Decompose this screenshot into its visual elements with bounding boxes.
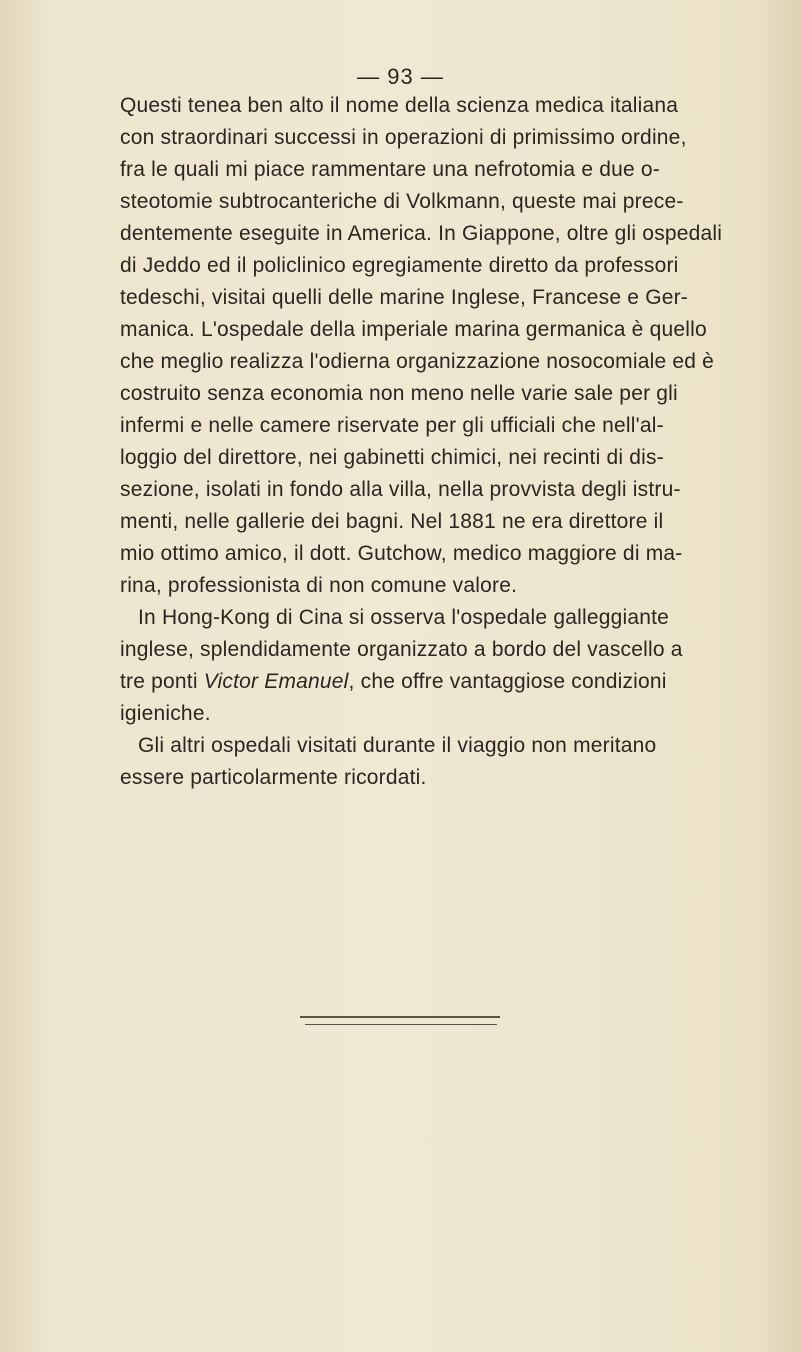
- text-line: essere particolarmente ricordati.: [120, 766, 427, 789]
- text-line: igieniche.: [120, 702, 211, 725]
- body-text: [120, 90, 780, 794]
- text-fragment: tre ponti: [120, 670, 204, 693]
- text-line: rina, professionista di non comune valore.: [120, 574, 518, 597]
- text-line: sezione, isolati in fondo alla villa, nella provvista degli istru-: [120, 478, 681, 501]
- text-line: mio ottimo amico, il dott. Gutchow, medico maggiore di ma-: [120, 542, 683, 565]
- text-line: menti, nelle gallerie dei bagni. Nel 1881 ne era direttore il: [120, 510, 664, 533]
- ship-name: Victor Emanuel: [203, 670, 349, 693]
- text-line: di Jeddo ed il policlinico egregiamente diretto da professori: [120, 254, 679, 277]
- text-line: con straordinari successi in operazioni di primissimo ordine,: [120, 126, 687, 149]
- text-line: che meglio realizza l'odierna organizzazione nosocomiale ed è: [120, 350, 715, 373]
- text-line: tedeschi, visitai quelli delle marine Inglese, Francese e Ger-: [120, 286, 688, 309]
- text-line: infermi e nelle camere riservate per gli ufficiali che nell'al-: [120, 414, 664, 437]
- text-line: In Hong-Kong di Cina si osserva l'ospedale galleggiante: [138, 606, 670, 629]
- text-line: manica. L'ospedale della imperiale marina germanica è quello: [120, 318, 707, 341]
- text-line: steotomie subtrocanteriche di Volkmann, queste mai prece-: [120, 190, 684, 213]
- text-fragment: , che offre vantaggiose condizioni: [348, 670, 667, 693]
- section-divider: [305, 1024, 497, 1025]
- text-line: loggio del direttore, nei gabinetti chimici, nei recinti di dis-: [120, 446, 664, 469]
- text-line: Questi tenea ben alto il nome della scienza medica italiana: [120, 94, 679, 117]
- text-line: inglese, splendidamente organizzato a bordo del vascello a: [120, 638, 683, 661]
- text-line: costruito senza economia non meno nelle varie sale per gli: [120, 382, 678, 405]
- page-number: — 93 —: [357, 64, 444, 89]
- text-line: fra le quali mi piace rammentare una nefrotomia e due o-: [120, 158, 660, 181]
- section-divider: [300, 1016, 500, 1018]
- text-line: dentemente eseguite in America. In Giappone, oltre gli ospedali: [120, 222, 723, 245]
- text-line: Gli altri ospedali visitati durante il viaggio non meritano: [138, 734, 657, 757]
- text-line: [120, 666, 780, 698]
